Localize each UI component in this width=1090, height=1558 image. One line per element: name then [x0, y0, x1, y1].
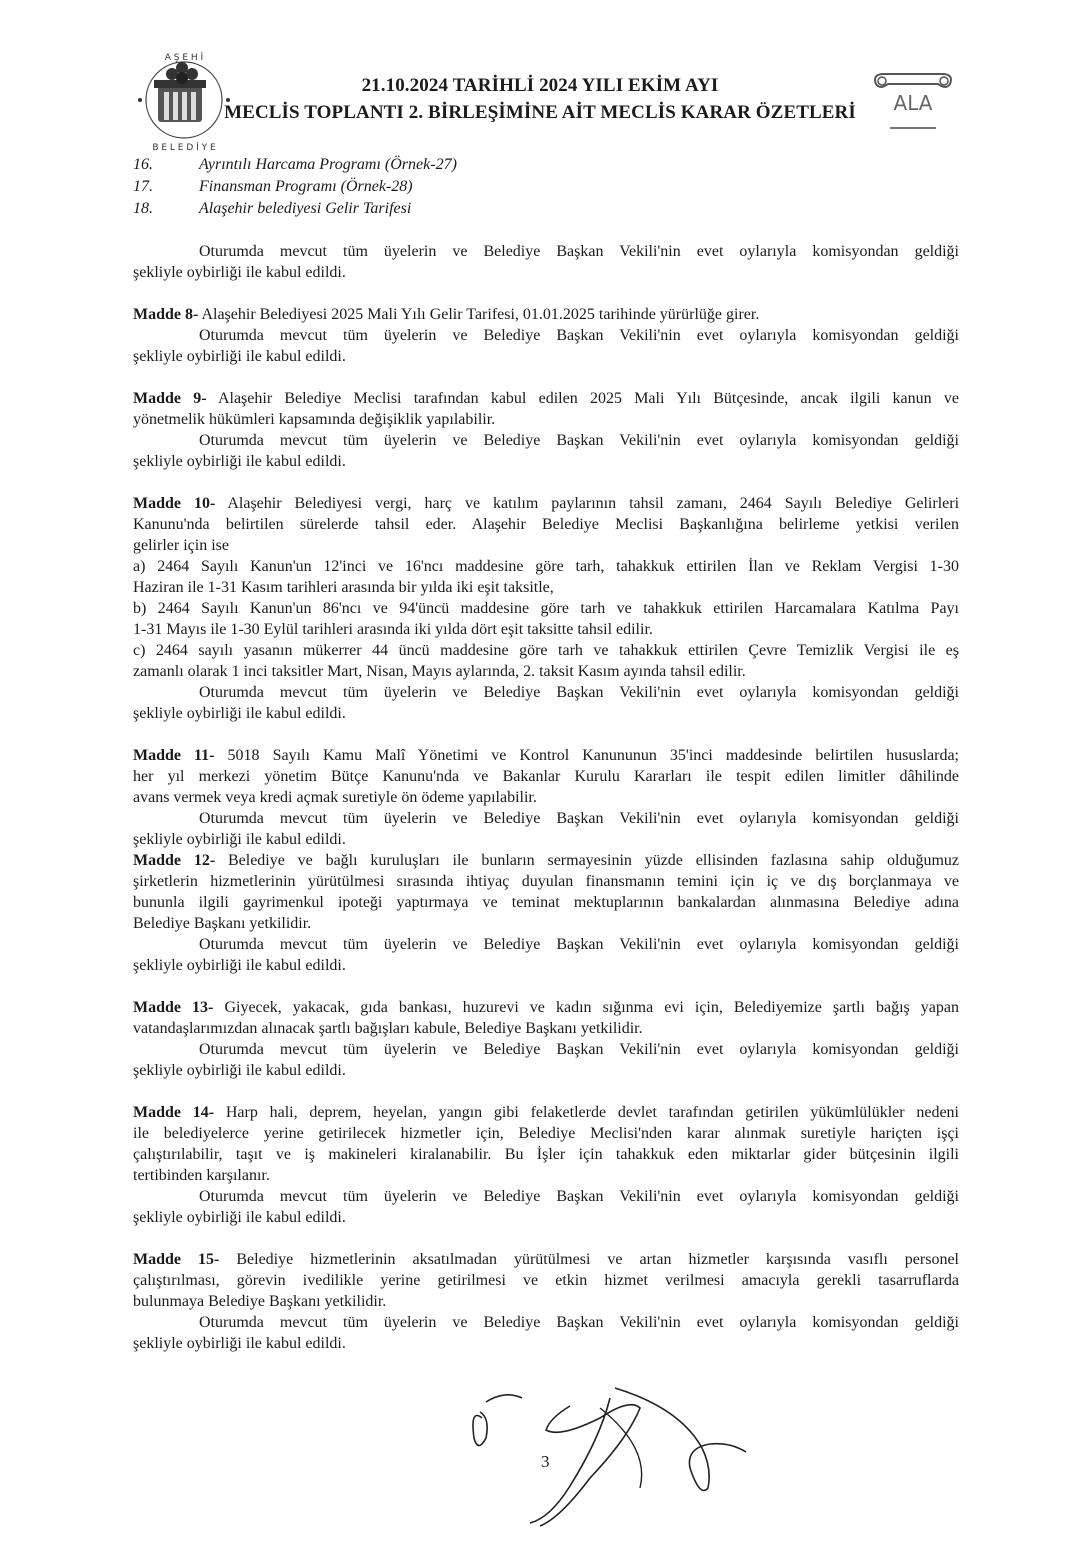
handwritten-signature: [450, 1378, 780, 1528]
madde-label: Madde 10-: [133, 495, 216, 512]
madde-label: Madde 14-: [133, 1104, 215, 1121]
madde-label: Madde 9-: [133, 390, 207, 407]
madde-label: Madde 13-: [133, 999, 214, 1016]
approval-paragraph: Oturumda mevcut tüm üyelerin ve Belediye Başkan Vekili'nin evet oylarıyla komisyondan geldiği şekliyle oybirliği ile kabul edildi.: [133, 243, 959, 281]
ala-column-logo: [868, 70, 958, 136]
list-item-number: 17.: [133, 178, 153, 195]
madde-label: Madde 8-: [133, 306, 199, 323]
svg-text:A Ş E H İ: A Ş E H İ: [164, 53, 204, 63]
list-item: [133, 176, 933, 198]
madde-12: Madde 12- Belediye ve bağlı kuruluşları ile bunların sermayesinin yüzde ellisinden fazlasına sahip olduğumuz şirketlerin hizmetlerinin yürütülmesi sırasında ihtiyaç duyulan finansmanın temini için iç ve dış borçlanmaya ve bununla ilgili gayrimenkul ipoteği yaptırmaya ve teminat mektuplarının bankalardan alınmasına Belediye adına Belediye Başkanı yetkilidir. Oturumda mevcut tüm üyelerin ve Belediye Başkan Vekili'nin evet oylarıyla komisyondan geldiği şekliyle oybirliği ile kabul edildi.: [133, 852, 960, 974]
madde-10: Madde 10- Alaşehir Belediyesi vergi, harç ve katılım paylarının tahsil zamanı, 2464 Sayılı Belediye Gelirleri Kanunu'nda belirtilen sürelerde tahsil eder. Alaşehir Belediye Meclisi Başkanlığına belirleme yetkisi verilen gelirler için ise a) 2464 Sayılı Kanun'un 12'inci ve 16'ncı maddesine göre tarh, tahakkuk ettirilen İlan ve Reklam Vergisi 1-30 Haziran ile 1-31 Kasım tarihleri arasında bir yılda iki eşit taksitle, b) 2464 Sayılı Kanun'un 86'ncı ve 94'üncü maddesine göre tarh ve tahakkuk ettirilen Harcamalara Katılma Payı 1-31 Mayıs ile 1-30 Eylül tarihleri arasında iki yılda dört eşit taksitte tahsil edilir. c) 2464 sayılı yasanın mükerrer 44 üncü maddesine göre tarh ve tahakkuk ettirilen Çevre Temizlik Vergisi ile eş zamanlı olarak 1 inci taksitler Mart, Nisan, Mayıs aylarında, 2. taksit Kasım ayında tahsil edilir. Oturumda mevcut tüm üyelerin ve Belediye Başkan Vekili'nin evet oylarıyla komisyondan geldiği şekliyle oybirliği ile kabul edildi.: [133, 495, 960, 722]
header-line-2: MECLİS TOPLANTI 2. BİRLEŞİMİNE AİT MECLİS KARAR ÖZETLERİ: [224, 102, 856, 123]
madde-8: Madde 8- Alaşehir Belediyesi 2025 Mali Yılı Gelir Tarifesi, 01.01.2025 tarihinde yürürlüğe girer. Oturumda mevcut tüm üyelerin ve Belediye Başkan Vekili'nin evet oylarıyla komisyondan geldiği şekliyle oybirliği ile kabul edildi.: [133, 306, 959, 365]
madde-14: Madde 14- Harp hali, deprem, heyelan, yangın gibi felaketlerde devlet tarafından getirilen yükümlülükler nedeni ile belediyelerce yerine getirilecek hizmetler için, Belediye Meclisi'nden karar alınmak suretiyle hariçten işçi çalıştırılabilir, taşıt ve iş makineleri kiralanabilir. Bu İşler için tahakkuk eden miktarlar gider bütçesinin ilgili tertibinden karşılanır. Oturumda mevcut tüm üyelerin ve Belediye Başkan Vekili'nin evet oylarıyla komisyondan geldiği şekliyle oybirliği ile kabul edildi.: [133, 1104, 959, 1226]
document-body: [133, 241, 959, 1354]
madde-9: Madde 9- Alaşehir Belediye Meclisi tarafından kabul edilen 2025 Mali Yılı Bütçesinde, ancak ilgili kanun ve yönetmelik hükümleri kapsamında değişiklik yapılabilir. Oturumda mevcut tüm üyelerin ve Belediye Başkan Vekili'nin evet oylarıyla komisyondan geldiği şekliyle oybirliği ile kabul edildi.: [133, 390, 960, 470]
list-item-text: Finansman Programı (Örnek-28): [199, 178, 413, 195]
list-item: [133, 154, 933, 176]
attachment-list: [133, 154, 933, 220]
list-item-number: 16.: [133, 156, 153, 173]
list-item: [133, 198, 933, 220]
list-item-text: Alaşehir belediyesi Gelir Tarifesi: [199, 200, 412, 217]
madde-13: Madde 13- Giyecek, yakacak, gıda bankası, huzurevi ve kadın sığınma evi için, Belediyemize şartlı bağış yapan vatandaşlarımızdan alınacak şartlı bağışları kabule, Belediye Başkanı yetkilidir. Oturumda mevcut tüm üyelerin ve Belediye Başkan Vekili'nin evet oylarıyla komisyondan geldiği şekliyle oybirliği ile kabul edildi.: [133, 999, 960, 1079]
header-line-1: 21.10.2024 TARİHLİ 2024 YILI EKİM AYI: [361, 75, 719, 96]
svg-text:B E L E D İ Y E: B E L E D İ Y E: [152, 143, 216, 153]
madde-11: Madde 11- 5018 Sayılı Kamu Malî Yönetimi ve Kontrol Kanununun 35'inci maddesinde belirtilen hususlarda; her yıl merkezi yönetim Bütçe Kanunu'nda ve Bakanlar Kurulu Kararları ile tespit edilen limitler dâhilinde avans vermek veya kredi açmak suretiyle ön ödeme yapılabilir. Oturumda mevcut tüm üyelerin ve Belediye Başkan Vekili'nin evet oylarıyla komisyondan geldiği şekliyle oybirliği ile kabul edildi.: [133, 747, 959, 848]
svg-text:ALA: ALA: [893, 91, 933, 115]
list-item-text: Ayrıntılı Harcama Programı (Örnek-27): [199, 156, 457, 173]
madde-label: Madde 11-: [133, 747, 215, 764]
madde-label: Madde 12-: [133, 852, 216, 869]
list-item-number: 18.: [133, 200, 153, 217]
document-header: [200, 72, 880, 126]
page-number: 3: [541, 1452, 550, 1471]
madde-15: Madde 15- Belediye hizmetlerinin aksatılmadan yürütülmesi ve artan hizmetler karşısında vasıflı personel çalıştırılması, görevin ivedilikle yerine getirilmesi ve etkin hizmet verilmesi amacıyla gerekli tasarruflarda bulunmaya Belediye Başkanı yetkilidir. Oturumda mevcut tüm üyelerin ve Belediye Başkan Vekili'nin evet oylarıyla komisyondan geldiği şekliyle oybirliği ile kabul edildi.: [133, 1251, 960, 1352]
madde-label: Madde 15-: [133, 1251, 220, 1268]
